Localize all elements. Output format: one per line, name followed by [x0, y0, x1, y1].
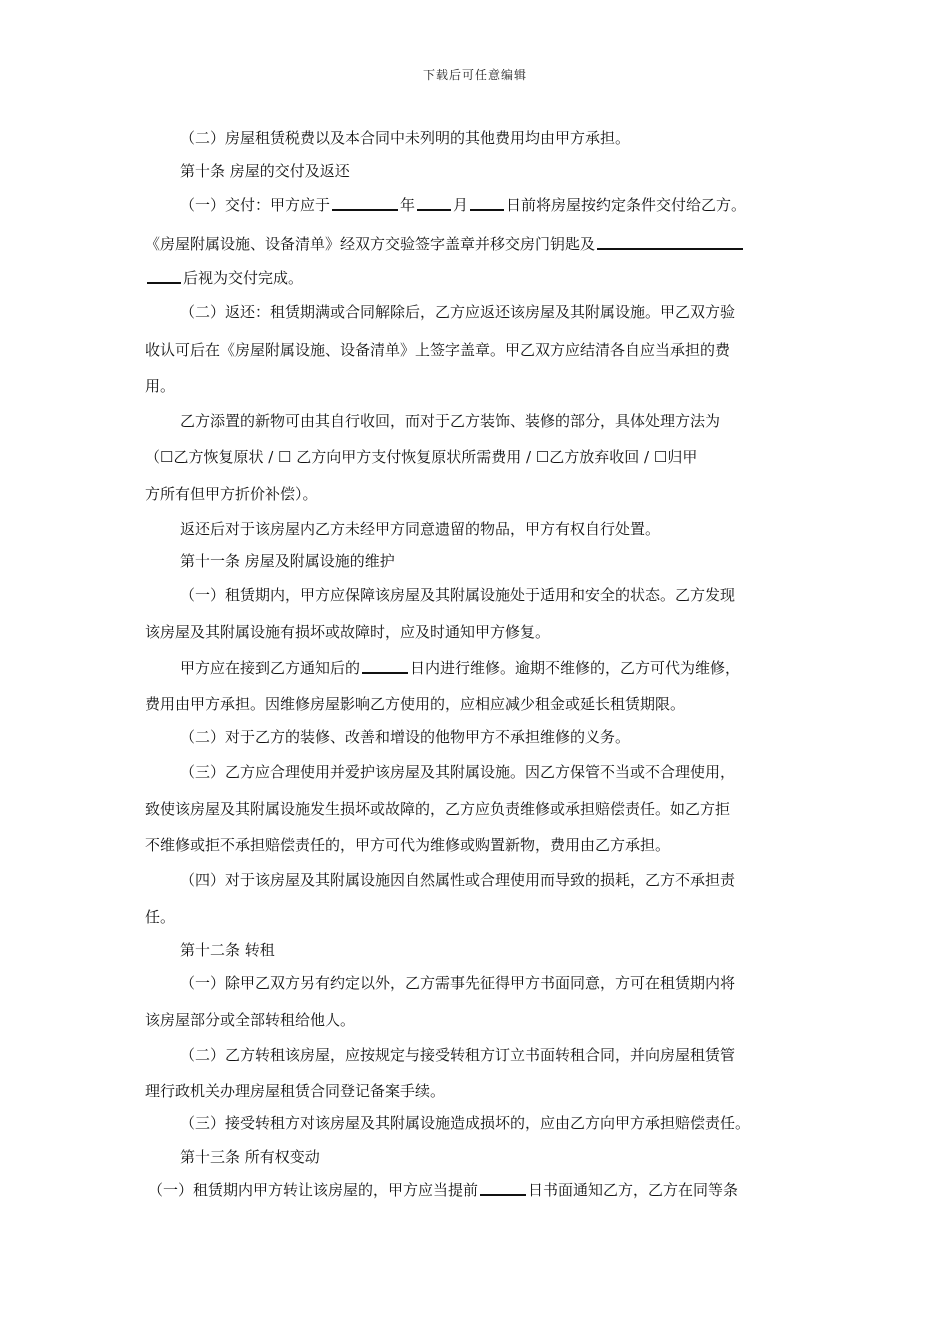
text-line: （一）除甲乙双方另有约定以外，乙方需事先征得甲方书面同意，方可在租赁期内将	[180, 974, 736, 992]
text-line: （一）租赁期内甲方转让该房屋的，甲方应当提前 日书面通知乙方，乙方在同等条	[148, 1181, 739, 1199]
text-line: 甲方应在接到乙方通知后的 日内进行维修。逾期不维修的，乙方可代为维修，	[180, 659, 741, 677]
text-line: 任。	[145, 908, 176, 926]
fill-blank	[147, 282, 181, 284]
text-line: （二）对于乙方的装修、改善和增设的他物甲方不承担维修的义务。	[180, 728, 631, 746]
text-line: 用。	[145, 377, 176, 395]
text-line: 乙方添置的新物可由其自行收回，而对于乙方装饰、装修的部分，具体处理方法为	[180, 412, 721, 430]
text-line: 致使该房屋及其附属设施发生损坏或故障的，乙方应负责维修或承担赔偿责任。如乙方拒	[145, 800, 731, 818]
text-line: 后视为交付完成。	[145, 268, 303, 288]
fill-blank	[597, 248, 743, 250]
text-line: 理行政机关办理房屋租赁合同登记备案手续。	[145, 1082, 446, 1100]
fill-blank	[362, 672, 408, 674]
page-header: 下载后可任意编辑	[422, 68, 527, 82]
text-line: （三）乙方应合理使用并爱护该房屋及其附属设施。因乙方保管不当或不合理使用，	[180, 763, 736, 781]
text-line: 该房屋部分或全部转租给他人。	[145, 1011, 356, 1029]
text-line: （二）乙方转租该房屋，应按规定与接受转租方订立书面转租合同，并向房屋租赁管	[180, 1046, 736, 1064]
text-line: （二）返还：租赁期满或合同解除后，乙方应返还该房屋及其附属设施。甲乙双方验	[180, 303, 736, 321]
section-heading: 第十一条 房屋及附属设施的维护	[180, 552, 395, 570]
text-line: （一）租赁期内，甲方应保障该房屋及其附属设施处于适用和安全的状态。乙方发现	[180, 586, 736, 604]
text-line: 返还后对于该房屋内乙方未经甲方同意遗留的物品，甲方有权自行处置。	[180, 520, 661, 538]
fill-blank	[480, 1194, 526, 1196]
text-line: （一）交付：甲方应于 年 月 日前将房屋按约定条件交付给乙方。	[180, 196, 747, 214]
text-line: （☐乙方恢复原状 / ☐ 乙方向甲方支付恢复原状所需费用 / ☐乙方放弃收回 / ☐归甲	[145, 448, 698, 466]
text-line: （三）接受转租方对该房屋及其附属设施造成损坏的，应由乙方向甲方承担赔偿责任。	[180, 1114, 751, 1132]
fill-blank	[417, 209, 451, 211]
text-line: 《房屋附属设施、设备清单》经双方交验签字盖章并移交房门钥匙及	[145, 234, 745, 254]
text-line: （二）房屋租赁税费以及本合同中未列明的其他费用均由甲方承担。	[180, 129, 631, 147]
fill-blank	[332, 209, 398, 211]
section-heading: 第十条 房屋的交付及返还	[180, 162, 350, 180]
fill-blank	[470, 209, 504, 211]
section-heading: 第十三条 所有权变动	[180, 1148, 320, 1166]
text-line: 不维修或拒不承担赔偿责任的，甲方可代为维修或购置新物，费用由乙方承担。	[145, 836, 671, 854]
text-line: （四）对于该房屋及其附属设施因自然属性或合理使用而导致的损耗，乙方不承担责	[180, 871, 736, 889]
text-line: 收认可后在《房屋附属设施、设备清单》上签字盖章。甲乙双方应结清各自应当承担的费	[145, 341, 731, 359]
text-line: 该房屋及其附属设施有损坏或故障时，应及时通知甲方修复。	[145, 623, 551, 641]
text-line: 方所有但甲方折价补偿）。	[145, 485, 318, 503]
text-line: 费用由甲方承担。因维修房屋影响乙方使用的，应相应减少租金或延长租赁期限。	[145, 695, 686, 713]
section-heading: 第十二条 转租	[180, 941, 275, 959]
